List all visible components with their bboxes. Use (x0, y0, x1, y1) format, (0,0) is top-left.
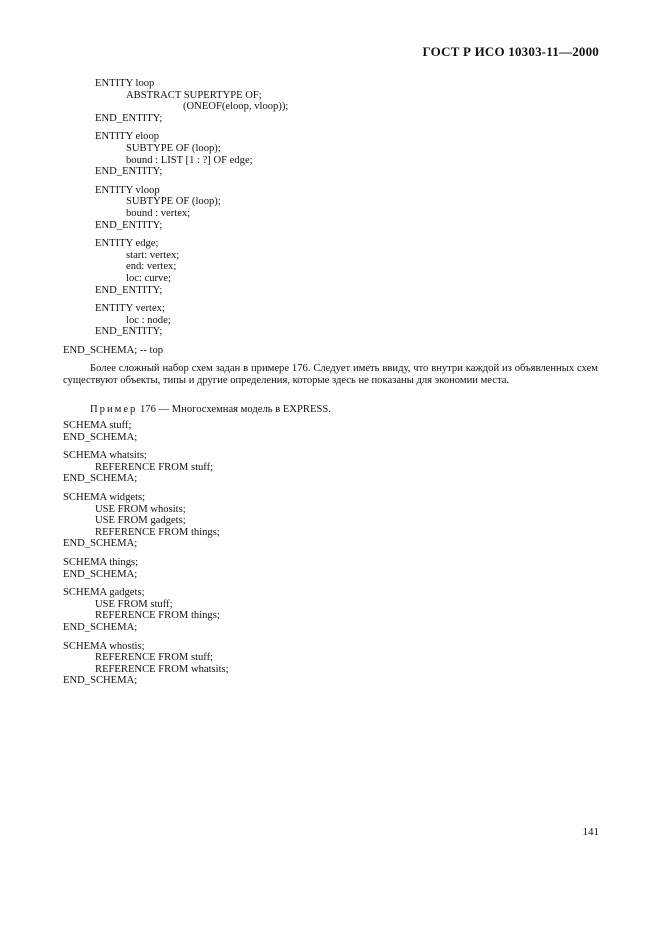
code-line: END_ENTITY; (95, 326, 163, 338)
example-label: Пример (90, 404, 138, 415)
code-line: ENTITY vloop (95, 184, 160, 196)
code-line: END_SCHEMA; (63, 621, 138, 633)
code-line: USE FROM stuff; (95, 598, 173, 610)
code-gap (63, 178, 603, 185)
code-line: SCHEMA gadgets; (63, 587, 145, 599)
code-line: ENTITY eloop (95, 131, 160, 143)
example-caption-text: 176 — Многосхемная модель в EXPRESS. (139, 404, 331, 415)
code-line: bound : LIST [1 : ?] OF edge; (126, 154, 253, 166)
code-line: REFERENCE FROM things; (95, 610, 220, 622)
code-line: USE FROM whosits; (95, 503, 186, 515)
code-block-entities (63, 78, 603, 356)
code-gap (63, 124, 603, 131)
code-line: END_SCHEMA; (63, 675, 138, 687)
code-block-schemas (63, 420, 603, 687)
code-line: start: vertex; (126, 249, 180, 261)
code-gap (63, 634, 603, 641)
body-paragraph: Более сложный набор схем задан в примере 176. Следует иметь ввиду, что внутри каждой из объявленных схем существуют объекты, типы и другие определения, которые здесь не показаны для экономии места. (63, 363, 598, 387)
code-gap (63, 296, 603, 303)
code-line: REFERENCE FROM things; (95, 526, 220, 538)
code-line: REFERENCE FROM whatsits; (95, 663, 229, 675)
code-line: USE FROM gadgets; (95, 515, 186, 527)
code-line: END_SCHEMA; (63, 568, 138, 580)
code-line: END_SCHEMA; (63, 473, 138, 485)
code-line: ENTITY vertex; (95, 303, 165, 315)
page-number: 141 (582, 826, 599, 838)
code-line: END_SCHEMA; -- top (63, 344, 164, 356)
code-gap (63, 550, 603, 557)
code-line: end: vertex; (126, 261, 177, 273)
code-line: END_SCHEMA; (63, 538, 138, 550)
code-line: END_ENTITY; (95, 284, 163, 296)
code-line: END_ENTITY; (95, 219, 163, 231)
code-gap (63, 485, 603, 492)
code-line: SCHEMA whostis; (63, 640, 145, 652)
code-line: loc : node; (126, 314, 171, 326)
code-line: bound : vertex; (126, 207, 191, 219)
code-line: END_ENTITY; (95, 112, 163, 124)
code-gap (63, 231, 603, 238)
code-line: SCHEMA stuff; (63, 420, 132, 431)
code-gap (63, 338, 603, 345)
code-line: ABSTRACT SUPERTYPE OF; (126, 89, 262, 101)
code-line: REFERENCE FROM stuff; (95, 461, 214, 473)
page-header: ГОСТ Р ИСО 10303-11—2000 (422, 44, 599, 59)
code-line: loc: curve; (126, 272, 172, 284)
code-line: SUBTYPE OF (loop); (126, 142, 221, 154)
code-line: REFERENCE FROM stuff; (95, 652, 214, 664)
code-line: ENTITY edge; (95, 238, 159, 250)
code-gap (63, 580, 603, 587)
code-line: END_ENTITY; (95, 166, 163, 178)
code-line: END_SCHEMA; (63, 431, 138, 443)
code-line: (ONEOF(eloop, vloop)); (183, 101, 289, 113)
example-caption (90, 404, 331, 415)
code-line: ENTITY loop (95, 78, 155, 89)
code-line: SCHEMA things; (63, 556, 139, 568)
code-line: SCHEMA whatsits; (63, 450, 147, 462)
code-gap (63, 443, 603, 450)
code-line: SCHEMA widgets; (63, 491, 146, 503)
code-line: SUBTYPE OF (loop); (126, 196, 221, 208)
